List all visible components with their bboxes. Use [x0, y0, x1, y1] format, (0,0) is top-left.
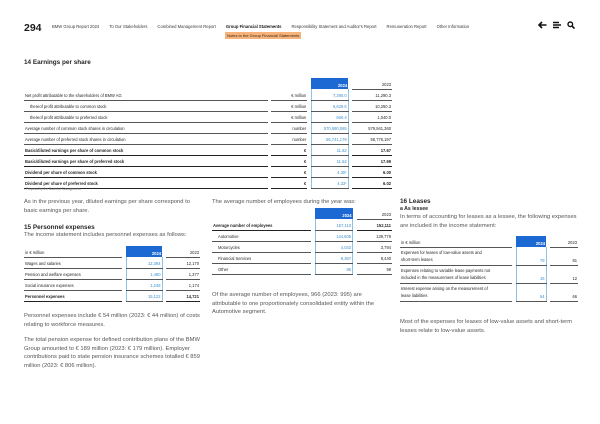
personnel-para-1: Personnel expenses include € 54 million (2023: € 44 million) of costs relating to workforce measures. [24, 313, 200, 328]
nav-bmw-group-report[interactable]: BMW Group Report 2024 [52, 24, 100, 29]
nav-remuneration-report[interactable]: Remuneration Report [386, 24, 427, 29]
employees-note: Of the average number of employees, 966 (2023: 995) are attributable to one proportionately consolidated entity within the Automotive segment. [212, 292, 375, 316]
table-row: Average number of preferred stock shares in circulation number 56,741,179 58,776,197 [24, 133, 392, 144]
table-row: Expenses for leases of low-value assets and short-term leases 79 81 [400, 247, 578, 265]
section-title-leases: 16 Leases [400, 198, 431, 205]
table-row: Wages and salaries 12,394 12,170 [24, 257, 200, 268]
leases-table: in € million 2024 2023 Expenses for leases of low-value assets and short-term leases 79 81 Expenses relating to variable lease payments not included in the measurement of lease liabilities 16 12 Interest expense arising on the measurement of lease liabilities 64 66 [400, 236, 578, 302]
eps-col-2024: 2024 [311, 78, 348, 89]
top-nav [52, 24, 469, 29]
table-row: Average number of common stock shares in circulation number 570,590,065 579,941,360 [24, 122, 392, 133]
employees-table: 2024 2023 Average number of employees 157,110 152,111 Automotive 144,605 139,779 Motorcycles 4,043 3,794 Financial Services 8,367 8,440 Other 95 98 [212, 208, 392, 275]
nav-combined-management-report[interactable]: Combined Management Report [157, 24, 216, 29]
table-row: Automotive 144,605 139,779 [212, 230, 392, 241]
page-number: 294 [24, 22, 42, 34]
subnav-notes[interactable]: Notes to the Group Financial Statements [227, 33, 300, 38]
table-row: Dividend per share of preferred stock € 4.32¹ 6.02 [24, 177, 392, 188]
table-row: Financial Services 8,367 8,440 [212, 252, 392, 263]
eps-table [24, 78, 392, 189]
page-header [0, 0, 600, 45]
table-row: Expenses relating to variable lease payments not included in the measurement of lease liabilities 16 12 [400, 265, 578, 283]
employees-intro: The average number of employees during the year was: [212, 199, 356, 205]
table-row: Motorcycles 4,043 3,794 [212, 241, 392, 252]
header-icons [538, 21, 575, 29]
nav-to-our-stakeholders[interactable]: To Our Stakeholders [109, 24, 148, 29]
leases-subtitle: a As lessee [400, 206, 429, 212]
eps-note: As in the previous year, diluted earnings per share correspond to basic earnings per share. [24, 199, 190, 214]
section-title-personnel: 15 Personnel expenses [24, 224, 95, 231]
search-icon[interactable] [567, 21, 575, 29]
table-row: Other 95 98 [212, 263, 392, 274]
back-arrow-icon[interactable] [538, 21, 547, 29]
table-row: Interest expense arising on the measurement of lease liabilities 64 66 [400, 283, 578, 301]
table-row: Pension and welfare expenses 1,480 1,377 [24, 268, 200, 279]
table-row: Social insurance expenses 1,248 1,174 [24, 279, 200, 290]
personnel-intro: The income statement includes personnel expenses as follows: [24, 232, 187, 238]
menu-icon[interactable] [553, 21, 561, 29]
table-row: Net profit attributable to the shareholders of BMW AG € million 7,290.0 11,290.3 [24, 89, 392, 100]
nav-responsibility-statement[interactable]: Responsibility Statement and Auditor's Report [291, 24, 377, 29]
table-row: Average number of employees 157,110 152,111 [212, 219, 392, 230]
section-title-eps: 14 Earnings per share [24, 59, 91, 66]
nav-group-financial-statements[interactable]: Group Financial Statements [225, 24, 282, 29]
table-row: Personnel expenses 15,122 14,721 [24, 290, 200, 301]
eps-col-2023: 2023 [352, 78, 392, 89]
table-row: thereof profit attributable to common stock € million 6,629.6 10,250.3 [24, 100, 392, 111]
leases-note: Most of the expenses for leases of low-value assets and short-term leases relate to low-value assets. [400, 319, 573, 334]
table-row: Basic/diluted earnings per share of common stock € 11.62 17.67 [24, 144, 392, 155]
table-row: thereof profit attributable to preferred stock € million 660.4 1,040.0 [24, 111, 392, 122]
personnel-para-2: The total pension expense for defined contribution plans of the BMW Group amounted to € 189 million (2023: € 179 million). Employer contributions paid to state pension insurance schemes totalled € 859 million (2023: € 806 million). [24, 337, 200, 369]
nav-other-information[interactable]: Other Information [436, 24, 470, 29]
table-row: Basic/diluted earnings per share of preferred stock € 11.64 17.69 [24, 155, 392, 166]
eps-footnote: ¹ Proposal by the Board of Management. [24, 187, 82, 191]
leases-intro: In terms of accounting for leases as a lessee, the following expenses are included in the income statement: [400, 214, 577, 229]
personnel-table: in € million 2024 2023 Wages and salaries 12,394 12,170 Pension and welfare expenses 1,480 1,377 Social insurance expenses 1,248 1,174 Personnel expenses 15,122 14,721 [24, 246, 200, 302]
table-row: Dividend per share of common stock € 4.30¹ 6.00 [24, 166, 392, 177]
